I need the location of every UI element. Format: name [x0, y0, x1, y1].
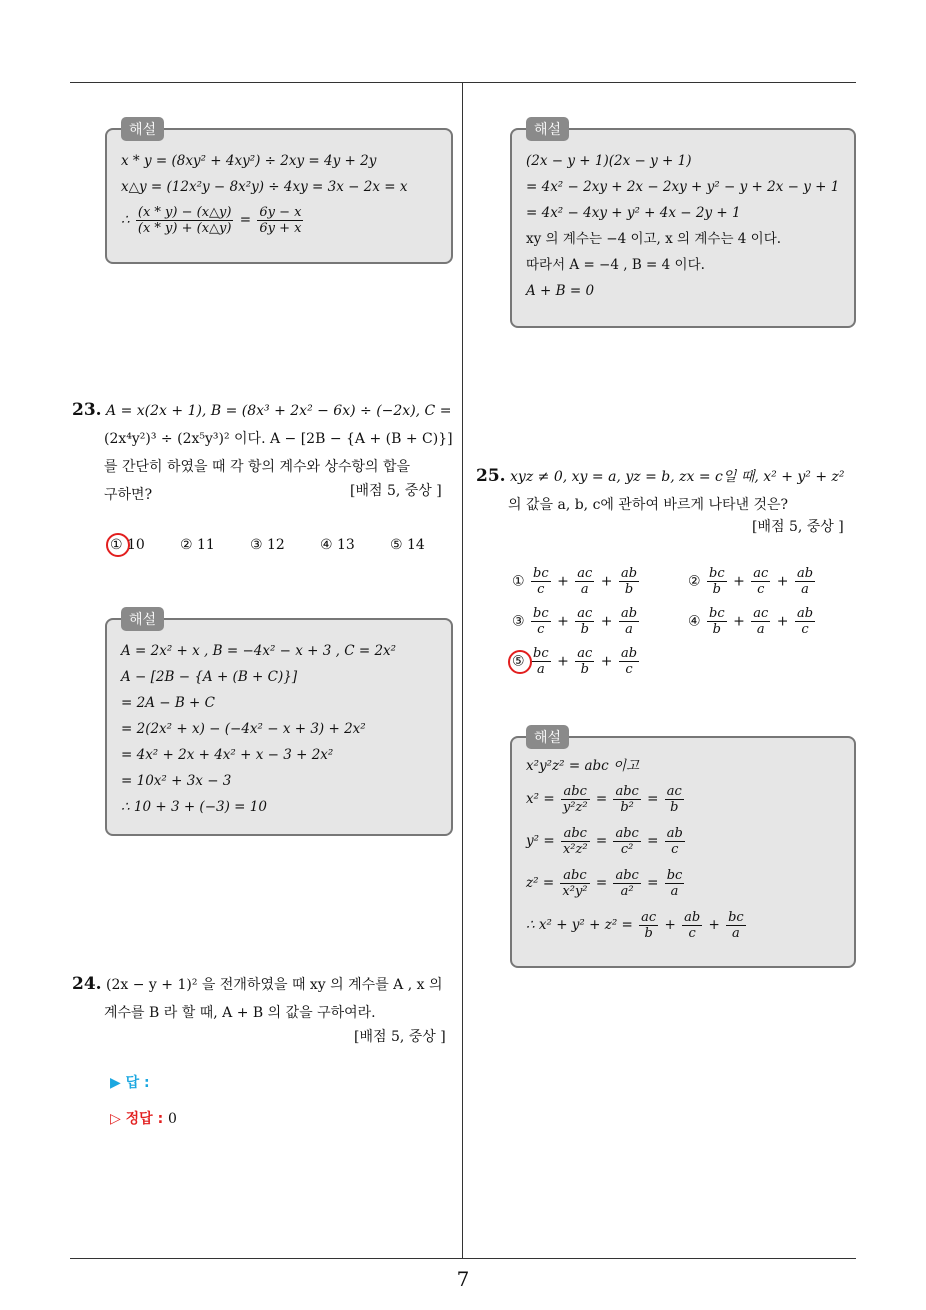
question-text: 계수를 B 라 할 때, A + B 의 값을 구하여라. [104, 1005, 376, 1021]
solution-line: A − [2B − {A + (B + C)}] [121, 669, 298, 685]
fraction: $\frac{ac}{b}$ [577, 646, 593, 677]
solution-box-23 [105, 612, 453, 836]
fraction: $\frac{ab}{b}$ [620, 566, 638, 597]
solution-line: x * y = (8xy² + 4xy²) ÷ 2xy = 4y + 2y [121, 153, 377, 169]
fraction: $\frac{\text{abc}}{\text{a²}}$ [615, 868, 639, 899]
choice-number: ③ [512, 613, 530, 630]
choice-1[interactable]: ① $\frac{bc}{c}$ + $\frac{ac}{a}$ + $\frac{ab}{b}$ [512, 566, 638, 597]
solution-tag: 해설 [526, 117, 569, 141]
solution-tag: 해설 [526, 725, 569, 749]
solution-line: (2x − y + 1)(2x − y + 1) [526, 153, 692, 169]
answer-prompt[interactable]: ▶ 답 : [110, 1075, 150, 1091]
solution-box-22 [105, 122, 453, 264]
fraction: $\frac{\text{abc}}{\text{c²}}$ [615, 826, 639, 857]
correct-answer-value: 0 [168, 1111, 177, 1127]
solution-line: ∴ x² + y² + z² = $\frac{ac}{b}$ + $\frac{ab}{c}$ + $\frac{bc}{a}$ [526, 910, 744, 941]
solution-tag: 해설 [121, 607, 164, 631]
question-text: 를 간단히 하였을 때 각 항의 계수와 상수항의 합을 [104, 459, 411, 475]
choice-5[interactable]: ⑤ $\frac{bc}{a}$ + $\frac{ac}{b}$ + $\frac{ab}{c}$ [512, 646, 638, 677]
choice-3[interactable]: ③ $\frac{bc}{c}$ + $\frac{ac}{b}$ + $\frac{ab}{a}$ [512, 606, 638, 637]
solution-line: x△y = (12x²y − 8x²y) ÷ 4xy = 3x − 2x = x [121, 179, 408, 195]
score-label: [배점 5, 중상 ] [350, 483, 442, 499]
choice-number: ① [512, 573, 530, 590]
question-text: (2x − y + 1)² 을 전개하였을 때 xy 의 계수를 A , x 의 [106, 977, 443, 993]
solution-line: ∴ 10 + 3 + (−3) = 10 [121, 799, 267, 815]
solution-tag: 해설 [121, 117, 164, 141]
question-number: 23. [72, 400, 102, 420]
fraction: $\frac{ac}{c}$ [753, 566, 769, 597]
fraction: $\frac{ab}{a}$ [620, 606, 638, 637]
choice-number: ② [688, 573, 706, 590]
choice-1[interactable]: ① 10 [110, 537, 145, 553]
fraction: $\frac{ab}{c}$ [620, 646, 638, 677]
page-number: 7 [456, 1267, 470, 1291]
correct-answer [110, 1108, 177, 1128]
question-text: 의 값을 a, b, c에 관하여 바르게 나타낸 것은? [508, 497, 789, 513]
fraction: $\frac{\text{abc}}{\text{x²y²}}$ [562, 868, 588, 899]
choice-4[interactable]: ④ $\frac{bc}{b}$ + $\frac{ac}{a}$ + $\frac{ab}{c}$ [688, 606, 814, 637]
question-text: 구하면? [104, 487, 153, 503]
solution-line: = 2(2x² + x) − (−4x² − x + 3) + 2x² [121, 721, 366, 737]
fraction: $\frac{ac}{a}$ [753, 606, 769, 637]
solution-line: = 4x² + 2x + 4x² + x − 3 + 2x² [121, 747, 334, 763]
question-text: (2x⁴y²)³ ÷ (2x⁵y³)² 이다. A − [2B − {A + (B + C)}] [104, 431, 453, 447]
fraction: $\frac{ab}{c}$ [666, 826, 683, 857]
fraction: $\frac{ac}{b}$ [577, 606, 593, 637]
fraction: $\frac{ab}{a}$ [796, 566, 814, 597]
fraction: $\frac{bc}{c}$ [533, 606, 549, 637]
choice-5[interactable]: ⑤ 14 [390, 537, 425, 553]
fraction: $\frac{bc}{b}$ [709, 606, 725, 637]
solution-line: = 10x² + 3x − 3 [121, 773, 232, 789]
solution-line: A + B = 0 [526, 283, 595, 299]
fraction: $\frac{bc}{a}$ [533, 646, 549, 677]
bottom-rule [70, 1258, 856, 1259]
solution-line: z² = $\frac{\text{abc}}{\text{x²y²}}$ = $\frac{\text{abc}}{\text{a²}}$ = $\frac{bc}{a}$ [526, 868, 683, 899]
fraction: $\frac{6y - x}{6y + x}$ [259, 205, 302, 236]
therefore-symbol: ∴ [121, 212, 130, 228]
solution-line: 따라서 A = −4 , B = 4 이다. [526, 257, 705, 273]
solution-line: y² = $\frac{\text{abc}}{\text{x²z²}}$ = $\frac{\text{abc}}{\text{c²}}$ = $\frac{ab}{c}$ [526, 826, 683, 857]
fraction: $\frac{ab}{c}$ [796, 606, 814, 637]
solution-line: A = 2x² + x , B = −4x² − x + 3 , C = 2x² [121, 643, 397, 659]
score-label: [배점 5, 중상 ] [354, 1029, 446, 1045]
choice-2[interactable]: ② 11 [180, 537, 215, 553]
choice-number: ④ [688, 613, 706, 630]
fraction: $\frac{ab}{c}$ [684, 910, 701, 941]
fraction: $\frac{\text{abc}}{\text{y²z²}}$ [562, 784, 588, 815]
choice-number: ⑤ [512, 653, 530, 670]
fraction: $\frac{bc}{a}$ [666, 868, 683, 899]
fraction: $\frac{(x * y) - (x\triangle y)}{(x * y) + (x\triangle y)}$ [137, 205, 232, 236]
choice-3[interactable]: ③ 12 [250, 537, 285, 553]
fraction: $\frac{\text{abc}}{\text{b²}}$ [615, 784, 639, 815]
solution-line: xy 의 계수는 −4 이고, x 의 계수는 4 이다. [526, 231, 782, 247]
top-rule [70, 82, 856, 83]
choice-2[interactable]: ② $\frac{bc}{b}$ + $\frac{ac}{c}$ + $\frac{ab}{a}$ [688, 566, 814, 597]
solution-line: x²y²z² = abc 이고 [526, 758, 640, 774]
fraction: $\frac{bc}{b}$ [709, 566, 725, 597]
solution-line: = 4x² − 4xy + y² + 4x − 2y + 1 [526, 205, 741, 221]
solution-rows [526, 778, 840, 946]
score-label: [배점 5, 중상 ] [752, 519, 844, 535]
fraction: $\frac{bc}{a}$ [728, 910, 744, 941]
solution-line: = 2A − B + C [121, 695, 215, 711]
question-text: xyz ≠ 0, xy = a, yz = b, zx = c일 때, x² + y² + z² [510, 469, 845, 485]
fraction: $\frac{bc}{c}$ [533, 566, 549, 597]
choice-4[interactable]: ④ 13 [320, 537, 355, 553]
solution-line: x² = $\frac{\text{abc}}{\text{y²z²}}$ = $\frac{\text{abc}}{\text{b²}}$ = $\frac{ac}{b}$ [526, 784, 682, 815]
question-25 [476, 462, 860, 519]
correct-answer-label: ▷ 정답 : [110, 1111, 164, 1127]
solution-box-25 [510, 730, 856, 968]
solution-box-24 [510, 122, 856, 328]
fraction: $\frac{ac}{b}$ [641, 910, 657, 941]
selected-answer-mark [508, 650, 532, 674]
question-24 [72, 970, 456, 1027]
solution-line: = 4x² − 2xy + 2x − 2xy + y² − y + 2x − y + 1 [526, 179, 840, 195]
fraction: $\frac{\text{abc}}{\text{x²z²}}$ [562, 826, 588, 857]
column-divider [462, 82, 463, 1259]
fraction: $\frac{ac}{a}$ [577, 566, 593, 597]
question-text: A = x(2x + 1), B = (8x³ + 2x² − 6x) ÷ (−2x), C = [106, 403, 452, 419]
solution-line: ∴ $\frac{(x * y) - (x\triangle y)}{(x * y) + (x\triangle y)}$ = $\frac{6y - x}{6y + x}$ [121, 205, 302, 236]
question-number: 25. [476, 466, 506, 486]
fraction: $\frac{ac}{b}$ [666, 784, 682, 815]
question-number: 24. [72, 974, 102, 994]
